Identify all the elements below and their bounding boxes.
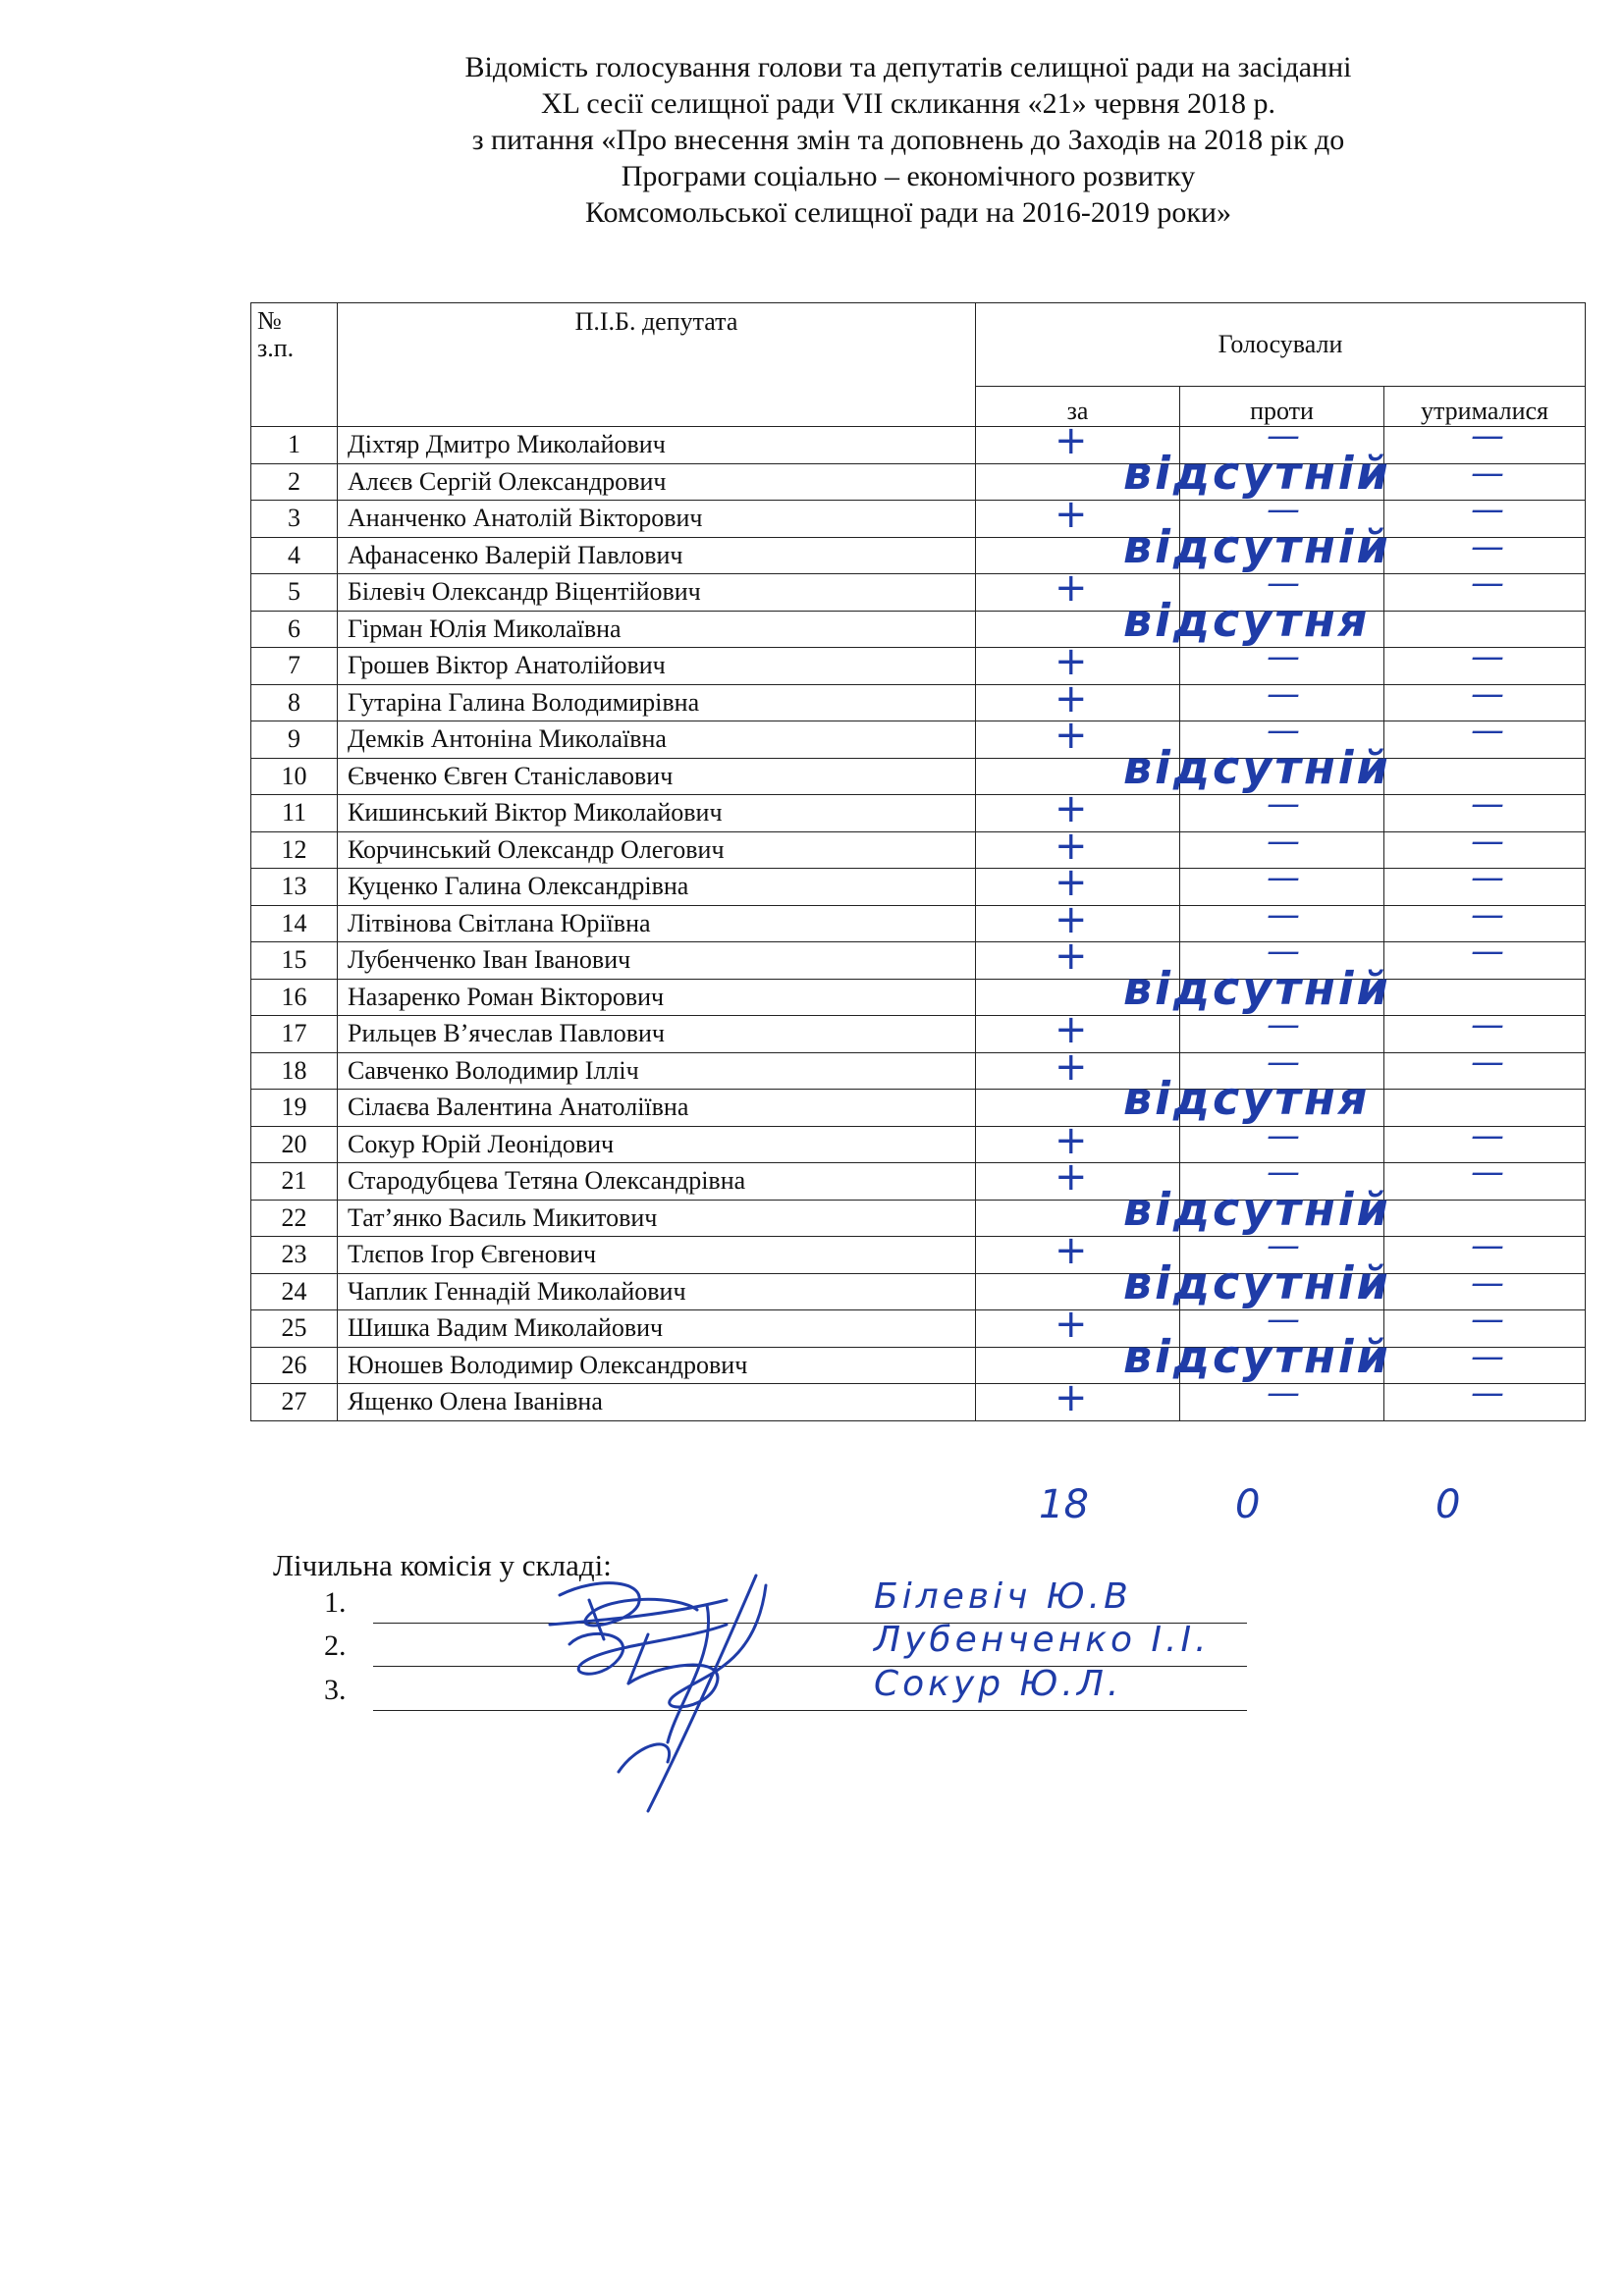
absent-note: відсутній xyxy=(1123,446,1391,500)
vote-against-cell xyxy=(1180,1090,1384,1127)
vote-abstained-cell xyxy=(1384,490,1586,538)
vote-abstained-cell xyxy=(1384,1115,1586,1163)
row-number-cell: 18 xyxy=(251,1052,338,1090)
dash-mark: — xyxy=(1267,416,1302,455)
vote-abstained-cell xyxy=(1384,1336,1586,1384)
vote-for-cell xyxy=(976,1007,1180,1053)
dash-mark: — xyxy=(1471,1152,1506,1192)
vote-abstained-cell xyxy=(1384,932,1586,980)
vote-abstained-cell xyxy=(1384,611,1586,648)
vote-for-cell xyxy=(976,740,1391,795)
committee-member-number: 2. xyxy=(324,1629,347,1662)
absent-note: відсутній xyxy=(1123,1182,1391,1236)
row-number-cell: 20 xyxy=(251,1126,338,1163)
deputy-name-cell: Білевіч Олександр Віцентійович xyxy=(338,574,976,612)
deputy-name-cell: Грошев Віктор Анатолійович xyxy=(338,648,976,685)
dash-mark: — xyxy=(1471,1373,1506,1413)
vote-for-cell xyxy=(976,675,1180,721)
table-row xyxy=(251,1237,1586,1274)
table-row xyxy=(251,463,1586,501)
row-number-cell: 5 xyxy=(251,574,338,612)
dash-mark: — xyxy=(1471,673,1506,714)
plus-mark: + xyxy=(1055,1043,1088,1090)
vote-for-cell xyxy=(976,860,1180,906)
deputy-name-cell: Чаплик Геннадій Миколайович xyxy=(338,1273,976,1310)
vote-for-cell xyxy=(976,961,1391,1016)
vote-abstained-cell xyxy=(1384,526,1586,574)
table-row xyxy=(251,1126,1586,1163)
dash-mark: — xyxy=(1471,858,1506,897)
vote-abstained-cell xyxy=(1384,784,1586,832)
row-number-cell: 25 xyxy=(251,1310,338,1348)
vote-abstained-cell xyxy=(1384,758,1586,795)
table-row xyxy=(251,1052,1586,1090)
row-number-cell: 12 xyxy=(251,831,338,869)
vote-abstained-cell xyxy=(1384,821,1586,869)
table-row xyxy=(251,979,1586,1016)
deputy-name-cell: Євченко Євген Станіславович xyxy=(338,758,976,795)
deputy-name-cell: Ананченко Анатолій Вікторович xyxy=(338,501,976,538)
table-body xyxy=(251,416,1586,1421)
vote-for-cell xyxy=(976,1228,1180,1274)
table-row xyxy=(251,795,1586,832)
dash-mark: — xyxy=(1267,932,1302,971)
row-number-cell: 6 xyxy=(251,611,338,648)
table-row xyxy=(251,427,1586,464)
vote-against-cell xyxy=(1180,1115,1384,1163)
table-row xyxy=(251,1310,1586,1348)
dash-mark: — xyxy=(1471,416,1506,455)
vote-abstained-cell xyxy=(1384,637,1586,685)
deputy-name-cell: Літвінова Світлана Юріївна xyxy=(338,905,976,942)
dash-mark: — xyxy=(1267,1152,1302,1192)
table-row xyxy=(251,1347,1586,1384)
row-number-cell: 17 xyxy=(251,1016,338,1053)
row-number-cell: 22 xyxy=(251,1200,338,1237)
vote-for-cell xyxy=(976,418,1180,464)
absent-note: відсутній xyxy=(1123,961,1391,1015)
vote-for-cell xyxy=(976,492,1180,538)
plus-mark: + xyxy=(1055,713,1088,758)
vote-abstained-cell xyxy=(1384,1200,1586,1237)
vote-against-cell xyxy=(1180,416,1384,464)
table-row xyxy=(251,611,1586,648)
deputy-name-cell: Діхтяр Дмитро Миколайович xyxy=(338,427,976,464)
committee-member-number: 3. xyxy=(324,1674,347,1706)
row-number-cell: 9 xyxy=(251,721,338,759)
plus-mark: + xyxy=(1055,492,1088,537)
deputy-name-cell: Лубенченко Іван Іванович xyxy=(338,942,976,980)
deputy-name-cell: Корчинський Олександр Олегович xyxy=(338,831,976,869)
deputy-name-cell: Демків Антоніна Миколаївна xyxy=(338,721,976,759)
dash-mark: — xyxy=(1267,1300,1302,1339)
dash-mark: — xyxy=(1267,490,1302,529)
deputy-name-cell: Назаренко Роман Вікторович xyxy=(338,979,976,1016)
dash-mark: — xyxy=(1267,784,1302,824)
table-row xyxy=(251,942,1586,980)
vote-for-cell xyxy=(976,446,1391,501)
vote-for-cell xyxy=(976,1117,1180,1163)
vote-abstained-cell xyxy=(1384,1373,1586,1421)
vote-for-cell xyxy=(976,786,1180,832)
table-row xyxy=(251,537,1586,574)
dash-mark: — xyxy=(1267,858,1302,897)
vote-against-cell xyxy=(1180,537,1384,574)
dash-mark: — xyxy=(1471,637,1506,676)
table-row xyxy=(251,721,1586,759)
row-number-cell: 11 xyxy=(251,795,338,832)
dash-mark: — xyxy=(1471,453,1506,493)
vote-against-cell xyxy=(1180,1300,1384,1348)
total-for: 18 xyxy=(1039,1482,1089,1527)
committee-member-name: Білевіч Ю.В xyxy=(874,1576,1132,1617)
vote-abstained-cell xyxy=(1384,416,1586,464)
vote-abstained-cell xyxy=(1384,1041,1586,1090)
vote-abstained-cell xyxy=(1384,1262,1586,1310)
plus-mark: + xyxy=(1055,639,1088,684)
plus-mark: + xyxy=(1055,1007,1088,1052)
absent-note: відсутній xyxy=(1123,740,1391,794)
vote-for-cell xyxy=(976,593,1371,648)
vote-abstained-cell xyxy=(1384,894,1586,942)
column-header-name: П.І.Б. депутата xyxy=(338,303,976,427)
dash-mark: — xyxy=(1471,1226,1506,1265)
table-row xyxy=(251,758,1586,795)
table-row xyxy=(251,1090,1586,1127)
total-abstained: 0 xyxy=(1435,1482,1461,1527)
deputy-name-cell: Куценко Галина Олександрівна xyxy=(338,869,976,906)
table-row xyxy=(251,1016,1586,1053)
header-line-3: з питання «Про внесення змін та доповнень до Заходів на 2018 рік до xyxy=(471,124,1345,156)
dash-mark: — xyxy=(1471,711,1506,750)
vote-against-cell xyxy=(1180,1152,1384,1201)
committee-member-number: 1. xyxy=(324,1586,347,1619)
vote-for-cell xyxy=(976,1329,1391,1384)
row-number-cell: 16 xyxy=(251,979,338,1016)
vote-for-cell xyxy=(976,934,1180,980)
dash-mark: — xyxy=(1471,1041,1506,1082)
dash-mark: — xyxy=(1471,1005,1506,1044)
vote-abstained-cell xyxy=(1384,1152,1586,1201)
vote-for-cell xyxy=(976,519,1391,574)
deputy-name-cell: Тат’янко Василь Микитович xyxy=(338,1200,976,1237)
vote-against-cell xyxy=(1180,821,1384,869)
absent-note: відсутній xyxy=(1123,1255,1391,1309)
header-line-2: XL сесії селищної ради VII скликання «21» червня 2018 р. xyxy=(540,87,1276,120)
dash-mark: — xyxy=(1267,1005,1302,1044)
dash-mark: — xyxy=(1471,821,1506,861)
deputy-name-cell: Сілаєва Валентина Анатоліївна xyxy=(338,1090,976,1127)
vote-against-cell xyxy=(1180,758,1384,795)
vote-against-cell xyxy=(1180,1347,1384,1384)
signature-stroke xyxy=(619,1575,766,1811)
column-header-against: проти xyxy=(1180,387,1384,427)
deputy-name-cell: Сокур Юрій Леонідович xyxy=(338,1126,976,1163)
dash-mark: — xyxy=(1267,1373,1302,1413)
plus-mark: + xyxy=(1055,823,1088,869)
dash-mark: — xyxy=(1267,894,1302,934)
absent-note: відсутня xyxy=(1123,1072,1371,1125)
deputy-name-cell: Ященко Олена Іванівна xyxy=(338,1384,976,1421)
vote-against-cell xyxy=(1180,784,1384,832)
vote-for-cell xyxy=(976,565,1180,612)
table-row xyxy=(251,501,1586,538)
column-header-voted: Голосували xyxy=(976,303,1586,387)
absent-note: відсутній xyxy=(1123,1329,1391,1383)
vote-for-cell xyxy=(976,713,1180,759)
table-row xyxy=(251,1384,1586,1421)
vote-abstained-cell xyxy=(1384,563,1586,612)
column-header-abstained: утрималися xyxy=(1384,387,1586,427)
deputy-name-cell: Гутаріна Галина Володимирівна xyxy=(338,684,976,721)
vote-for-cell xyxy=(976,823,1180,869)
vote-abstained-cell xyxy=(1384,1005,1586,1053)
header-line-5: Комсомольської селищної ради на 2016-2019 роки» xyxy=(585,196,1231,229)
header-line-1: Відомість голосування голови та депутатів селищної ради на засіданні xyxy=(464,51,1352,83)
dash-mark: — xyxy=(1267,821,1302,861)
vote-for-cell xyxy=(976,639,1180,685)
dash-mark: — xyxy=(1471,490,1506,529)
vote-for-cell xyxy=(976,1072,1371,1127)
vote-against-cell xyxy=(1180,490,1384,538)
table-row xyxy=(251,1163,1586,1201)
row-number-cell: 8 xyxy=(251,684,338,721)
vote-abstained-cell xyxy=(1384,1090,1586,1127)
vote-abstained-cell xyxy=(1384,1226,1586,1274)
vote-for-cell xyxy=(976,1302,1180,1348)
column-header-number: № з.п. xyxy=(251,303,338,427)
vote-abstained-cell xyxy=(1384,979,1586,1016)
dash-mark: — xyxy=(1471,1262,1506,1303)
header-line-4: Програми соціально – економічного розвитку xyxy=(621,160,1196,192)
vote-against-cell xyxy=(1180,637,1384,685)
row-number-cell: 3 xyxy=(251,501,338,538)
voting-table xyxy=(250,302,1586,1421)
table-row xyxy=(251,905,1586,942)
vote-for-cell xyxy=(976,1255,1391,1310)
deputy-name-cell: Стародубцева Тетяна Олександрівна xyxy=(338,1163,976,1201)
vote-against-cell xyxy=(1180,1200,1384,1237)
dash-mark: — xyxy=(1267,711,1302,750)
vote-against-cell xyxy=(1180,932,1384,980)
plus-mark: + xyxy=(1055,860,1088,905)
plus-mark: + xyxy=(1055,934,1088,979)
dash-mark: — xyxy=(1267,673,1302,714)
dash-mark: — xyxy=(1471,1336,1506,1376)
dash-mark: — xyxy=(1471,932,1506,971)
absent-note: відсутня xyxy=(1123,593,1371,647)
document-header xyxy=(324,49,1492,231)
plus-mark: + xyxy=(1055,1154,1088,1200)
deputy-name-cell: Афанасенко Валерій Павлович xyxy=(338,537,976,574)
row-number-cell: 19 xyxy=(251,1090,338,1127)
vote-against-cell xyxy=(1180,673,1384,721)
table-row xyxy=(251,1273,1586,1310)
deputy-name-cell: Савченко Володимир Ілліч xyxy=(338,1052,976,1090)
vote-against-cell xyxy=(1180,1041,1384,1090)
total-against: 0 xyxy=(1235,1482,1261,1527)
deputy-name-cell: Юношев Володимир Олександрович xyxy=(338,1347,976,1384)
plus-mark: + xyxy=(1055,786,1088,831)
row-number-cell: 27 xyxy=(251,1384,338,1421)
table-row xyxy=(251,1200,1586,1237)
vote-against-cell xyxy=(1180,1005,1384,1053)
plus-mark: + xyxy=(1055,1375,1088,1420)
vote-for-cell xyxy=(976,896,1180,942)
column-header-for: за xyxy=(976,387,1180,427)
vote-against-cell xyxy=(1180,611,1384,648)
plus-mark: + xyxy=(1055,896,1088,942)
row-number-cell: 10 xyxy=(251,758,338,795)
row-number-cell: 15 xyxy=(251,942,338,980)
vote-against-cell xyxy=(1180,711,1384,759)
row-number-cell: 13 xyxy=(251,869,338,906)
dash-mark: — xyxy=(1471,563,1506,603)
vote-against-cell xyxy=(1180,1373,1384,1421)
dash-mark: — xyxy=(1267,1041,1302,1082)
vote-abstained-cell xyxy=(1384,673,1586,721)
deputy-name-cell: Кишинський Віктор Миколайович xyxy=(338,795,976,832)
deputy-name-cell: Гірман Юлія Миколаївна xyxy=(338,611,976,648)
plus-mark: + xyxy=(1055,1228,1088,1273)
row-number-cell: 4 xyxy=(251,537,338,574)
committee-member-name: Сокур Ю.Л. xyxy=(874,1664,1123,1704)
absent-note: відсутній xyxy=(1123,519,1391,573)
vote-against-cell xyxy=(1180,858,1384,906)
plus-mark: + xyxy=(1055,1117,1088,1163)
handwritten-signatures xyxy=(530,1566,854,1831)
vote-against-cell xyxy=(1180,463,1384,501)
row-number-cell: 21 xyxy=(251,1163,338,1201)
table-row xyxy=(251,869,1586,906)
deputy-name-cell: Шишка Вадим Миколайович xyxy=(338,1310,976,1348)
plus-mark: + xyxy=(1055,1302,1088,1347)
vote-abstained-cell xyxy=(1384,453,1586,501)
row-number-cell: 2 xyxy=(251,463,338,501)
dash-mark: — xyxy=(1471,526,1506,566)
dash-mark: — xyxy=(1267,1115,1302,1155)
plus-mark: + xyxy=(1055,418,1088,463)
committee-title: Лічильна комісія у складі: xyxy=(273,1548,612,1582)
vote-against-cell xyxy=(1180,979,1384,1016)
deputy-name-cell: Алєєв Сергій Олександрович xyxy=(338,463,976,501)
vote-for-cell xyxy=(976,1154,1180,1201)
dash-mark: — xyxy=(1471,784,1506,824)
row-number-cell: 24 xyxy=(251,1273,338,1310)
dash-mark: — xyxy=(1267,1226,1302,1265)
committee-member-name: Лубенченко І.І. xyxy=(874,1620,1211,1660)
plus-mark: + xyxy=(1055,675,1088,721)
dash-mark: — xyxy=(1267,637,1302,676)
dash-mark: — xyxy=(1471,894,1506,934)
vote-against-cell xyxy=(1180,1273,1384,1310)
row-number-cell: 14 xyxy=(251,905,338,942)
deputy-name-cell: Тлєпов Ігор Євгенович xyxy=(338,1237,976,1274)
table-row xyxy=(251,831,1586,869)
table-row xyxy=(251,684,1586,721)
vote-abstained-cell xyxy=(1384,858,1586,906)
vote-abstained-cell xyxy=(1384,1300,1586,1348)
vote-against-cell xyxy=(1180,894,1384,942)
vote-against-cell xyxy=(1180,563,1384,612)
row-number-cell: 7 xyxy=(251,648,338,685)
plus-mark: + xyxy=(1055,565,1088,611)
vote-for-cell xyxy=(976,1182,1391,1237)
dash-mark: — xyxy=(1471,1115,1506,1155)
row-number-cell: 23 xyxy=(251,1237,338,1274)
deputy-name-cell: Рильцев В’ячеслав Павлович xyxy=(338,1016,976,1053)
dash-mark: — xyxy=(1471,1300,1506,1339)
vote-abstained-cell xyxy=(1384,711,1586,759)
row-number-cell: 26 xyxy=(251,1347,338,1384)
vote-for-cell xyxy=(976,1375,1180,1421)
dash-mark: — xyxy=(1267,563,1302,603)
table-row xyxy=(251,574,1586,612)
vote-against-cell xyxy=(1180,1226,1384,1274)
table-row xyxy=(251,648,1586,685)
vote-for-cell xyxy=(976,1043,1180,1090)
row-number-cell: 1 xyxy=(251,427,338,464)
